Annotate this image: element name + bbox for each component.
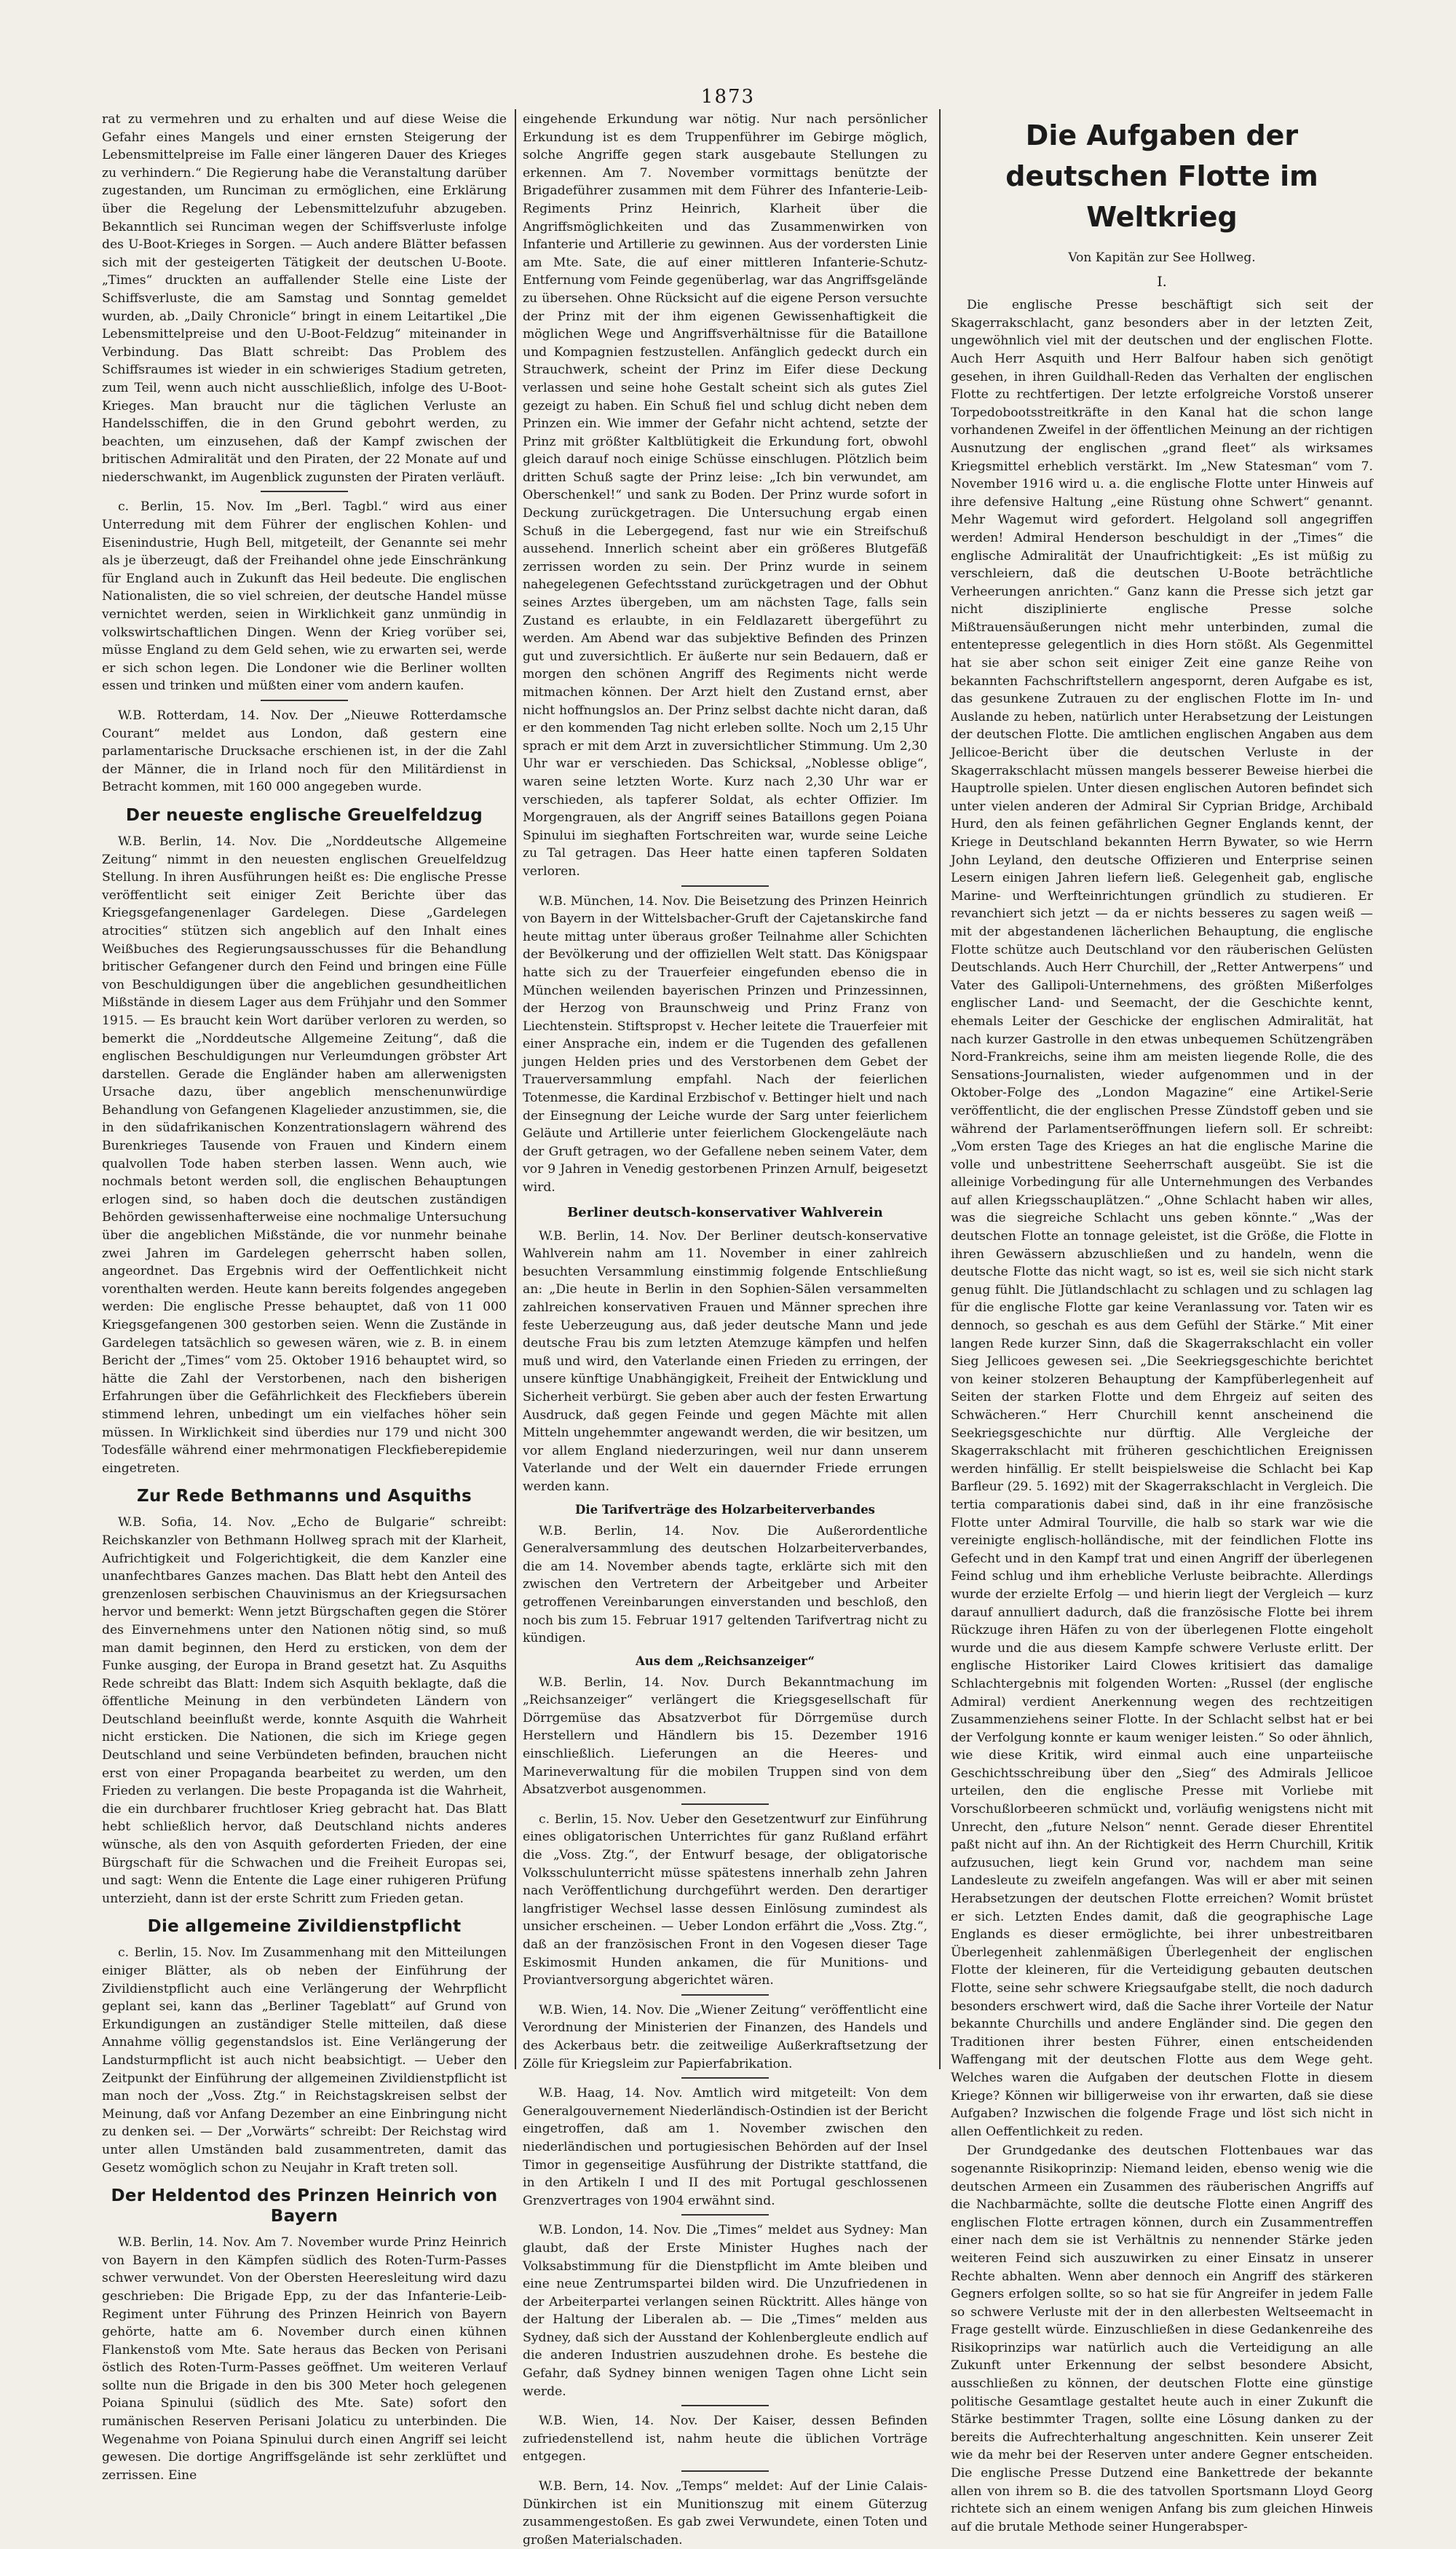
headline: Aus dem „Reichsanzeiger“	[635, 1653, 815, 1668]
news-item: c. Berlin, 15. Nov. Ueber den Gesetzentwurf zur Einführung eines obligatorischen Unterrichtes für ganz Rußland erfährt die „Voss. Ztg.“, der Entwurf besage, der obligatorische Volksschulunterricht müsse spätestens innerhalb zehn Jahren nach Veröffentlichung durchgeführt werden. Den derartiger langfristiger Wechsel lasse dessen Einlösung zumindest als unsicher erscheinen. — Ueber London erfährt die „Voss. Ztg.“, daß an der französischen Front in den Vogesen dieser Tage Eskimosmit Hunden ankamen, die für Munitions- und Proviantversorgung abgerichtet wären.	[523, 1811, 927, 1988]
page-number: 1873	[700, 86, 756, 108]
feature-title: Die Aufgaben der deutschen Flotte im Weltkrieg	[1005, 119, 1318, 233]
separator	[681, 2214, 769, 2216]
news-item: W.B. Wien, 14. Nov. Der Kaiser, dessen Befinden zufriedenstellend ist, nahm heute die üblichen Vorträge entgegen.	[523, 2414, 927, 2465]
news-item: W.B. London, 14. Nov. Die „Times“ meldet aus Sydney: Man glaubt, daß der Erste Minister Hughes nach der Volksabstimmung für die Dienstpflicht im Amte bleiben und eine neue Zentrumspartei bilden wird. Die Unzufriedenen in der Arbeiterpartei verlangen seinen Rücktritt. Alles hänge von der Haltung der Liberalen ab. — Die „Times“ melden aus Sydney, daß sich der Ausstand der Kohlenbergleute endlich auf die anderen Industrien auszudehnen drohe. Es bestehe die Gefahr, daß Sydney binnen wenigen Tagen ohne Licht sein werde.	[523, 2223, 927, 2399]
news-item: c. Berlin, 15. Nov. Im „Berl. Tagbl.“ wird aus einer Unterredung mit dem Führer der englischen Kohlen- und Eisenindustrie, Hugh Bell, mitgeteilt, der Genannte sei mehr als je überzeugt, daß der Freihandel ohne jede Einschränkung für England auch in Zukunft das Heil bedeute. Die englischen Nationalisten, die so viel schreien, der deutsche Handel müsse vernichtet werden, seien in Wirklichkeit ganz unmündig in volkswirtschaftlichen Dingen. Wenn der Krieg vorüber sei, müsse England zu dem Geld sehen, wie zu erwarten sei, werde er sich schon legen. Die Londoner wie die Berliner wollten essen und trinken und müßten einer vom andern kaufen.	[102, 499, 507, 694]
article-body: W.B. Sofia, 14. Nov. „Echo de Bulgarie“ schreibt: Reichskanzler von Bethmann Hollweg sprach mit der Klarheit, Aufrichtigkeit und Folgerichtigkeit, die dem Kanzler eine unanfechtbares Ganzes machen. Das Blatt hebt den Anteil des grenzenlosen serbischen Chauvinismus an der Kriegsursachen hervor und bemerkt: Wenn jetzt Bürgschaften gegen die Störer des Einvernehmens unter den Nationen nötig sind, so muß man damit beginnen, den Herd zu ersticken, von dem der Funke ausging, der Europa in Brand gesetzt hat. Zu Asquiths Rede schreibt das Blatt: Indem sich Asquith beklagte, daß die öffentliche Meinung in den verbündeten Ländern von Deutschland beeinflußt werde, konnte Asquith die Wahrheit nicht ersticken. Die Nationen, die sich im Kriege gegen Deutschland und seine Verbündeten befinden, brauchen nicht erst von einer Propaganda bearbeitet zu werden, um den Frieden zu verlangen. Die beste Propaganda ist die Wahrheit, die ein durchbarer fruchtloser Krieg gebracht hat. Das Blatt hebt schließlich hervor, daß Deutschland nichts anderes wünsche, als den von Asquith geforderten Frieden, der eine Bürgschaft für die Schwachen und die Freiheit Europas sei, und sagt: Wenn die Entente die Lage einer ruhigeren Prüfung unterzieht, dann ist der erste Schritt zum Frieden getan.	[102, 1515, 507, 1906]
article-body: W.B. Berlin, 14. Nov. Die „Norddeutsche Allgemeine Zeitung“ nimmt in den neuesten englischen Greuelfeldzug Stellung. In ihren Ausführungen heißt es: Die englische Presse veröffentlicht seit einiger Zeit Berichte über das Kriegsgefangenenlager Gardelegen. Diese „Gardelegen atrocities“ stützen sich angeblich auf den Inhalt eines Weißbuches des Regierungsausschusses für die Behandlung britischer Gefangener durch den Feind und bringen eine Fülle von Beschuldigungen über die angeblichen gesundheitlichen Mißstände in diesem Lager aus dem Frühjahr und den Sommer 1915. — Es braucht kein Wort darüber verloren zu werden, so bemerkt die „Norddeutsche Allgemeine Zeitung“, daß die englischen Beschuldigungen nur Verleumdungen gröbster Art darstellen. Gerade die Engländer haben am allerwenigsten Ursache dazu, über angeblich menschenunwürdige Behandlung von Gefangenen Klagelieder anzustimmen, sie, die in den südafrikanischen Konzentrationslagern während des Burenkrieges Tausende von Frauen und Kindern einem qualvollen Tode haben sterben lassen. Wenn auch, wie nochmals betont werden soll, die englischen Behauptungen erlogen sind, so haben doch die deutschen zuständigen Behörden gewissenhafterweise eine nochmalige Untersuchung über die angeblichen Mißstände, die vor nunmehr beinahe zwei Jahren im Gardelegen geherrscht haben sollen, angeordnet. Das Ergebnis wird der Oeffentlichkeit nicht vorenthalten werden. Heute kann bereits folgendes angegeben werden: Die englische Presse behauptet, daß von 11 000 Kriegsgefangenen 300 gestorben seien. Wenn die Zustände in Gardelegen tatsächlich so gewesen wären, wie z. B. in einem Bericht der „Times“ vom 25. Oktober 1916 behauptet wird, so hätte die Zahl der Verstorbenen, nach den bisherigen Erfahrungen über die Gefährlichkeit des Fleckfiebers überein stimmend lehren, unbedingt um ein vielfaches höher sein müssen. In Wirklichkeit sind überdies nur 179 und nicht 300 Todesfälle während einer mehrmonatigen Fleckfieberepidemie eingetreten.	[102, 834, 507, 1476]
separator	[681, 1803, 769, 1805]
author-byline: Von Kapitän zur See Hollweg.	[1068, 250, 1256, 265]
feature-body: Der Grundgedanke des deutschen Flottenbaues war das sogenannte Risikoprinzip: Niemand leiden, ebenso wenig wie die deutschen Armeen ein Zusammen des räuberischen Angriffs auf die Nachbarmächte, sollte die deutsche Flotte einen Angriff des englischen Flotte ertragen können, durch ein Zusammentreffen einer nach dem sie ist Verhältnis zu nennender Stärke jeden weiteren Feind sich auszuwirken zu einer Einsatz in unserer Rechte abhalten. Wenn aber dennoch ein Angriff des stärkeren Gegners erfolgen sollte, so so hat sie für Angreifer in jedem Falle so schwere Verluste mit der in den allerbesten Weltseemacht in Frage gestellt würde. Einzuschließen in diese Gedankenreihe des Risikoprinzips war natürlich auch die Verteidigung an alle Zukunft unter Erkennung der selbst besondere Absicht, ausschließen zu können, der deutschen Flotte eine günstige politische Gesamtlage gestaltet heute auch in einer Zukunft die Stärke bestimmter Tragen, sollte eine Lösung danken zu der bereits die Aufrechterhaltung angeschnitten. Kein unserer Zeit wie da mehr bei der Reserven unter andere Gegner entscheiden. Die englische Presse Dutzend eine Bankettrede der bekannte allen von ihrem so B. die des tatvollen Sportsmann Lloyd Georg richtete sich an einem wenigen Anfang bis zum gleichen Hinweis auf die brutale Methode seiner Hungerabsper-	[951, 2143, 1373, 2534]
article-continuation: rat zu vermehren und zu erhalten und auf diese Weise die Gefahr eines Mangels und einer ernsten Steigerung der Lebensmittelpreise im Falle einer längeren Dauer des Krieges zu verhindern.“ Die Regierung habe die Veranstaltung darüber zugestanden, um Runciman zu ermöglichen, eine Erklärung über die Regelung der Lebensmittelzufuhr abzugeben. Bekanntlich sei Runciman wegen der Schiffsverluste infolge des U-Boot-Krieges in Sorgen. — Auch andere Blätter befassen sich mit der gesteigerten Tätigkeit der deutschen U-Boote. „Times“ druckten an auffallender Stelle eine Liste der Schiffsverluste, die am Samstag und Sonntag gemeldet wurden, ab. „Daily Chronicle“ bringt in einem Leitartikel „Die Lebensmittelpreise und den U-Boot-Feldzug“ miteinander in Verbindung. Das Blatt schreibt: Das Problem des Schiffsraumes ist wieder in ein schwieriges Stadium getreten, zum Teil, wenn auch nicht ausschließlich, infolge des U-Boot-Krieges. Man braucht nur die täglichen Verluste an Handelsschiffen, die in den Grund gebohrt werden, zu beachten, um einzusehen, daß der Kampf zwischen der britischen Admiralität und den Piraten, der 22 Monate auf und niederschwankt, im Augenblick zugunsten der Piraten verläuft.	[102, 112, 507, 485]
article-continuation: eingehende Erkundung war nötig. Nur nach persönlicher Erkundung ist es dem Truppenführer im Gebirge möglich, solche Angriffe gegen stark ausgebaute Stellungen zu erkennen. Am 7. November vormittags benützte der Brigadeführer zusammen mit dem Führer des Infanterie-Leib-Regiments Prinz Heinrich, Klarheit über die Angriffsmöglichkeiten und das Zusammenwirken von Infanterie und Artillerie zu gewinnen. Aus der vordersten Linie am Mte. Sate, die auf einer mittleren Infanterie-Schutz-Entfernung vom Feinde gegenüberlag, war das Angriffsgelände zu übersehen. Ohne Rücksicht auf die eigene Person versuchte der Prinz mit der ihm eigenen Gewissenhaftigkeit die möglichen Wege und Angriffsverhältnisse für die Bataillone und Kompagnien festzustellen. Anfänglich gedeckt durch ein Strauchwerk, scheint der Prinz im Eifer diese Deckung verlassen und seine hohe Gestalt scheint sich als gutes Ziel gezeigt zu haben. Ein Schuß fiel und schlug dicht neben dem Prinzen ein. Wie immer der Gefahr nicht achtend, setzte der Prinz mit größter Kaltblütigkeit die Erkundung fort, obwohl gleich darauf noch einige Schüsse einschlugen. Plötzlich beim dritten Schuß sagte der Prinz leise: „Ich bin verwundet, am Oberschenkel!“ und sank zu Boden. Der Prinz wurde sofort in Deckung zurückgetragen. Die Untersuchung ergab einen Schuß in die Lebergegend, fast nur wie ein Streifschuß aussehend. Innerlich scheint aber ein größeres Blutgefäß zerrissen worden zu sein. Der Prinz wurde in seinem nahegelegenen Gefechtsstand zurückgetragen und der Obhut seines Arztes übergeben, um am nächsten Tage, falls sein Zustand es erlaubte, in ein Feldlazarett übergeführt zu werden. Am Abend war das subjektive Befinden des Prinzen gut und zuversichtlich. Er äußerte nur sein Bedauern, daß er morgen den schönen Angriff des Regiments nicht werde mitmachen können. Der Arzt hielt den Zustand ernst, aber nicht hoffnungslos an. Der Prinz selbst dachte nicht daran, daß er den kommenden Tag nicht erleben sollte. Noch um 2,15 Uhr sprach er mit dem Arzt in zuversichtlicher Stimmung. Um 2,30 Uhr war er verschieden. Das Schicksal, „Noblesse oblige“, waren seine letzten Worte. Kurz nach 2,30 Uhr war er verschieden, als tapferer Soldat, als echter Offizier. Im Morgengrauen, als der Angriff seines Bataillons gegen Poiana Spinului im sieghaften Fortschreiten war, wurde seine Leiche zu Tal getragen. Das Heer hatte einen tapferen Soldaten verloren.	[523, 112, 927, 879]
column-3	[951, 111, 1373, 2534]
separator	[681, 2077, 769, 2079]
headline: Zur Rede Bethmanns und Asquiths	[136, 1487, 472, 1506]
separator	[681, 1994, 769, 1996]
separator	[681, 2405, 769, 2406]
article-body: W.B. Berlin, 14. Nov. Die Außerordentliche Generalversammlung des deutschen Holzarbeiterverbandes, die am 14. November abends tagte, erklärte sich mit den zwischen den Vertretern der Arbeitgeber und Arbeiter getroffenen Vereinbarungen einverstanden und beschloß, den noch bis zum 15. Februar 1917 geltenden Tarifvertrag nicht zu kündigen.	[523, 1523, 927, 1646]
news-item: W.B. Wien, 14. Nov. Die „Wiener Zeitung“ veröffentlicht eine Verordnung der Ministerien der Finanzen, des Handels und des Ackerbaus betr. die zeitweilige Außerkraftsetzung der Zölle für Kriegsleim zur Papierfabrikation.	[523, 2002, 927, 2071]
separator	[261, 700, 348, 701]
article-body: c. Berlin, 15. Nov. Im Zusammenhang mit den Mitteilungen einiger Blätter, als ob neben der Einführung der Zivildienstpflicht auch eine Verlängerung der Wehrpflicht geplant sei, kann das „Berliner Tageblatt“ auf Grund von Erkundigungen an zuständiger Stelle mitteilen, daß diese Annahme völlig gegenstandslos ist. Eine Verlängerung der Landsturmpflicht ist auch nicht beabsichtigt. — Ueber den Zeitpunkt der Einführung der allgemeinen Zivildienstpflicht ist man noch der „Voss. Ztg.“ in Reichstagskreisen selbst der Meinung, daß vor Anfang Dezember an eine Einbringung nicht zu denken sei. — Der „Vorwärts“ schreibt: Der Reichstag wird unter allen Umständen bald zusammentreten, damit das Gesetz womöglich schon zu Neujahr in Kraft treten soll.	[102, 1945, 507, 2175]
headline: Die Tarifverträge des Holzarbeiterverbandes	[575, 1502, 875, 1517]
headline: Der neueste englische Greuelfeldzug	[125, 805, 483, 825]
headline: Die allgemeine Zivildienstpflicht	[147, 1917, 462, 1937]
news-item: W.B. Rotterdam, 14. Nov. Der „Nieuwe Rotterdamsche Courant“ meldet aus London, daß gestern eine parlamentarische Drucksache erschienen ist, in der die Zahl der Männer, die in Irland noch für den Militärdienst in Betracht kommen, mit 160 000 angegeben wurde.	[102, 708, 507, 795]
column-1	[102, 111, 507, 2483]
column-2	[523, 111, 927, 2548]
news-item: W.B. Haag, 14. Nov. Amtlich wird mitgeteilt: Von dem Generalgouvernement Niederländisch-Ostindien ist der Bericht eingetroffen, daß am 1. November zwischen den niederländischen und portugiesischen Behörden auf der Insel Timor in gegenseitige Ausführung der Distrikte stattfand, die in den Artikeln I und II des mit Portugal geschlossenen Grenzvertrages von 1904 erwähnt sind.	[523, 2086, 927, 2208]
headline: Berliner deutsch-konservativer Wahlverein	[567, 1204, 883, 1220]
section-number: I.	[1157, 273, 1167, 290]
feature-body: Die englische Presse beschäftigt sich seit der Skagerrakschlacht, ganz besonders aber in der letzten Zeit, ungewöhnlich viel mit der deutschen und der englischen Flotte. Auch Herr Asquith und Herr Balfour haben sich genötigt gesehen, in ihren Guildhall-Reden das Verhalten der englischen Flotte zu rechtfertigen. Der letzte erfolgreiche Vorstoß unserer Torpedobootsstreitkräfte in den Kanal hat die schon lange vorhandenen Zweifel in der öffentlichen Meinung an der richtigen Ausnutzung der englischen „grand fleet“ als wirksames Kriegsmittel erheblich verstärkt. Im „New Statesman“ vom 7. November 1916 wird u. a. die englische Flotte unter Hinweis auf ihre defensive Haltung „eine Rüstung ohne Schwert“ genannt. Mehr Wagemut wird gefordert. Helgoland soll angegriffen werden! Admiral Henderson beschuldigt in der „Times“ die englische Admiralität der Unaufrichtigkeit: „Es ist müßig zu verschleiern, daß die deutschen U-Boote beträchtliche Verheerungen anrichten.“ Ganz kann die Presse sich jetzt gar nicht disziplinierte englische Presse solche Mißtrauensäußerungen nicht mehr unterbinden, zumal die ententepresse gelegentlich in dies Horn stößt. Als Gegenmittel hat sie aber schon seit einiger Zeit eine ganze Reihe von bekannten Fachschriftstellern angespornt, deren Aufgabe es ist, das gesunkene Zutrauen zu der englischen Flotte im In- und Auslande zu heben, natürlich unter Herabsetzung der Leistungen der deutschen Flotte. Die amtlichen englischen Angaben aus dem Jellicoe-Bericht über die deutschen Verluste in der Skagerrakschlacht müssen mangels besserer Beweise hierbei die Hauptrolle spielen. Unter diesen englischen Autoren befindet sich unter vielen anderen der Admiral Sir Cyprian Bridge, Archibald Hurd, den als feinen gefährlichen Gegner Englands kennt, der Kriege in Deutschland bekannten Herrn Bywater, so wie Herrn John Leyland, den deutsche Offizieren und Enterprise seinen Lesern einigen Jahren liefern ließ. Gelegenheit gab, englische Marine- und Werfteinrichtungen gründlich zu studieren. Er revanchiert sich jetzt — da er nichts besseres zu sagen weiß — mit der abgestandenen lächerlichen Behauptung, die englische Flotte schütze auch Deutschland vor den räuberischen Gelüsten Deutschlands. Auch Herr Churchill, der „Retter Antwerpens“ und Vater des Gallipoli-Unternehmens, des größten Mißerfolges englischer Land- und Seemacht, der die Geschichte kennt, ehemals Leiter der Geschicke der englischen Admiralität, hat nach kurzer Gastrolle in den etwas unbequemen Schützengräben Nord-Frankreichs, seine ihm am meisten liegende Rolle, die des Sensations-Journalisten, wieder aufgenommen und in der Oktober-Folge des „London Magazine“ eine Artikel-Serie veröffentlicht, die der englischen Presse Zündstoff geben und sie während der Parlamentseröffnungen liefern soll. Er schreibt: „Vom ersten Tage des Krieges an hat die englische Marine die volle und unbestrittene Seeherrschaft ausgeübt. Sie ist die alleinige Vorbedingung für alle Unternehmungen des Verbandes auf allen Kriegsschauplätzen.“ „Ohne Schlacht haben wir alles, was die siegreiche Schlacht uns geben könnte.“ „Was der deutschen Flotte an tonnage geleistet, ist die Größe, die Flotte in ihren Gewässern abzuschließen und zu handeln, wenn die deutsche Flotte das nicht wagt, so ist es, weil sie sich nicht stark genug fühlt. Die Jütlandschlacht zu schlagen und zu schlagen lag für die englische Flotte gar keine Veranlassung vor. Taten wir es dennoch, so geschah es aus dem Gefühl der Stärke.“ Mit einer langen Rede kurzer Sinn, daß die Skagerrakschlacht ein voller Sieg Jellicoes gewesen sei. „Die Seekriegsgeschichte berichtet von keiner stolzeren Behauptung der Kampfüberlegenheit auf Seiten der starken Flotte und dem Ehrgeiz auf seiten des Schwächeren.“ Herr Churchill kennt anscheinend die Seekriegsgeschichte nur dürftig. Alle Vergleiche der Skagerrakschlacht mit früheren geschichtlichen Ereignissen werden hinfällig. Er stellt beispielsweise die Schlacht bei Kap Barfleur (29. 5. 1692) mit der Skagerrakschlacht in Vergleich. Die tertia comparationis dabei sind, daß in ihr eine französische Flotte unter Admiral Tourville, die halb so stark war wie die vereinigte englisch-holländische, mit der feindlichen Flotte ins Gefecht und in den Kampf trat und einen Angriff der überlegenen Feind schlug und ihm erhebliche Verluste beibrachte. Allerdings wurde der erzielte Erfolg — und hierin liegt der Vergleich — kurz darauf annulliert dadurch, daß die französische Flotte bei ihrem Rückzuge ihren Häfen zu von der überlegenen Flotte eingeholt wurde und die aus diesem Kampfe schwere Verluste erlitt. Der englische Historiker Laird Clowes kritisiert das damalige Schlachtergebnis mit folgenden Worten: „Russel (der englische Admiral) verdient Anerkennung wegen des rechtzeitigen Zusammenziehens seiner Flotte. In der Schlacht selbst hat er bei der Verfolgung konnte er kaum weniger leisten.“ So oder ähnlich, wie diese Kritik, wird einmal auch eine unparteiische Geschichtsschreibung über den „Sieg“ des Admirals Jellicoe urteilen, den die englische Presse mit Vorliebe mit Vorschußlorbeeren schmückt und, vorläufig wenigstens nicht mit Unrecht, den „future Nelson“ nennt. Gerade dieser Ehrentitel paßt nicht auf ihn. An der Richtigkeit des Herrn Churchill, Kritik aufzusuchen, liegt kein Grund vor, nachdem man seine Landesleute zu zweifeln angefangen. Was will er aber mit seinen Herabsetzungen der deutschen Flotte erreichen? Womit brüstet er sich. Letzten Endes damit, daß die geographische Lage Englands es dieser ermöglichte, bei ihrer unbestreitbaren Überlegenheit zahlenmäßigen Überlegenheit der englischen Flotte der kleineren, für die Verteidigung gebauten deutschen Flotte, seine sehr schwere Kriegsaufgabe stellt, die noch dadurch besonders erschwert wird, daß die Sache ihrer Vorteile der Natur bekannte Churchills und andere Engländer sind. Die gegen den Traditionen ihrer besten Führer, einen entscheidenden Waffengang mit der deutschen Flotte aus dem Wege geht. Welches waren die Aufgaben der deutschen Flotte in diesem Kriege? Können wir billigerweise von ihr erwarten, daß sie diese Aufgaben? Inzwischen die folgende Frage und löst sich nicht in allen Oeffentlichkeit zu reden.	[951, 298, 1373, 2139]
news-item: W.B. München, 14. Nov. Die Beisetzung des Prinzen Heinrich von Bayern in der Wittelsbacher-Gruft der Cajetanskirche fand heute mittag unter überaus großer Teilnahme aller Schichten der Bevölkerung und der offiziellen Welt statt. Das Königspaar hatte sich zu der Trauerfeier eingefunden ebenso die in München weilenden bayerischen Prinzen und Prinzessinnen, der Herzog von Braunschweig und Prinz Franz von Liechtenstein. Stiftspropst v. Hecher leitete die Trauerfeier mit einer Ansprache ein, indem er die Tugenden des gefallenen jungen Helden pries und des Verstorbenen dem Gebet der Trauerversammlung empfahl. Nach der feierlichen Totenmesse, die Kardinal Erzbischof v. Bettinger hielt und nach der Einsegnung der Leiche wurde der Sarg unter feierlichem Geläute und Artillerie unter feierlichem Glockengeläute nach der Gruft getragen, wo der Gefallene neben seinem Vater, dem vor 9 Jahren in Venedig gestorbenen Prinzen Arnulf, beigesetzt wird.	[523, 893, 927, 1196]
separator	[681, 2470, 769, 2472]
article-body: W.B. Berlin, 14. Nov. Am 7. November wurde Prinz Heinrich von Bayern in den Kämpfen südlich des Roten-Turm-Passes schwer verwundet. Von der Obersten Heeresleitung wird dazu geschrieben: Die Brigade Epp, zu der das Infanterie-Leib-Regiment unter Führung des Prinzen Heinrich von Bayern gehörte, hatte am 6. November durch einen kühnen Flankenstoß vom Mte. Sate heraus das Becken von Perisani östlich des Roten-Turm-Passes geöffnet. Um weiteren Verlauf sollte nun die Brigade in den bis 300 Meter hoch gelegenen Poiana Spinului (südlich des Mte. Sate) sofort den rumänischen Reserven Perisani Jolaticu zu unterbinden. Die Wegenahme von Poiana Spinului durch einen Angriff sei leicht gewesen. Die dortige Angriffsgelände ist sehr zerklüftet und zerrissen. Eine	[102, 2235, 507, 2483]
column-rule-left	[515, 109, 516, 2069]
news-item: W.B. Bern, 14. Nov. „Temps“ meldet: Auf der Linie Calais-Dünkirchen ist ein Munitionszug mit einem Güterzug zusammengestoßen. Es gab zwei Verwundete, einen Toten und großen Materialschaden.	[523, 2479, 927, 2548]
column-rule-right	[939, 109, 941, 2069]
article-body: W.B. Berlin, 14. Nov. Der Berliner deutsch-konservative Wahlverein nahm am 11. November in einer zahlreich besuchten Versammlung einstimmig folgende Entschließung an: „Die heute in Berlin in den Sophien-Sälen versammelten zahlreichen konservativen Frauen und Männer sprechen ihre feste Ueberzeugung aus, daß jeder deutsche Mann und jede deutsche Frau bis zum letzten Atemzuge kämpfen und helfen muß und wird, den Vaterlande einen Frieden zu erringen, der unsere künftige Unabhängigkeit, Freiheit der Entwicklung und Sicherheit verbürgt. Sie geben aber auch der festen Erwartung Ausdruck, daß gegen Feinde und gegen Mächte mit allen Mitteln ungehemmter angewandt werden, die wir besitzen, um vor allem England niederzuringen, weil nur dann unserem Vaterlande und der Welt ein dauernder Friede errungen werden kann.	[523, 1228, 927, 1494]
separator	[681, 885, 769, 887]
separator	[261, 491, 348, 492]
article-body: W.B. Berlin, 14. Nov. Durch Bekanntmachung im „Reichsanzeiger“ verlängert die Kriegsgesellschaft für Dörrgemüse das Absatzverbot für Dörrgemüse durch Herstellern und Händlern bis 15. Dezember 1916 einschließlich. Lieferungen an die Heeres- und Marineverwaltung für die mobilen Truppen sind von dem Absatzverbot ausgenommen.	[523, 1675, 927, 1798]
headline: Der Heldentod des Prinzen Heinrich von Bayern	[111, 2186, 498, 2226]
